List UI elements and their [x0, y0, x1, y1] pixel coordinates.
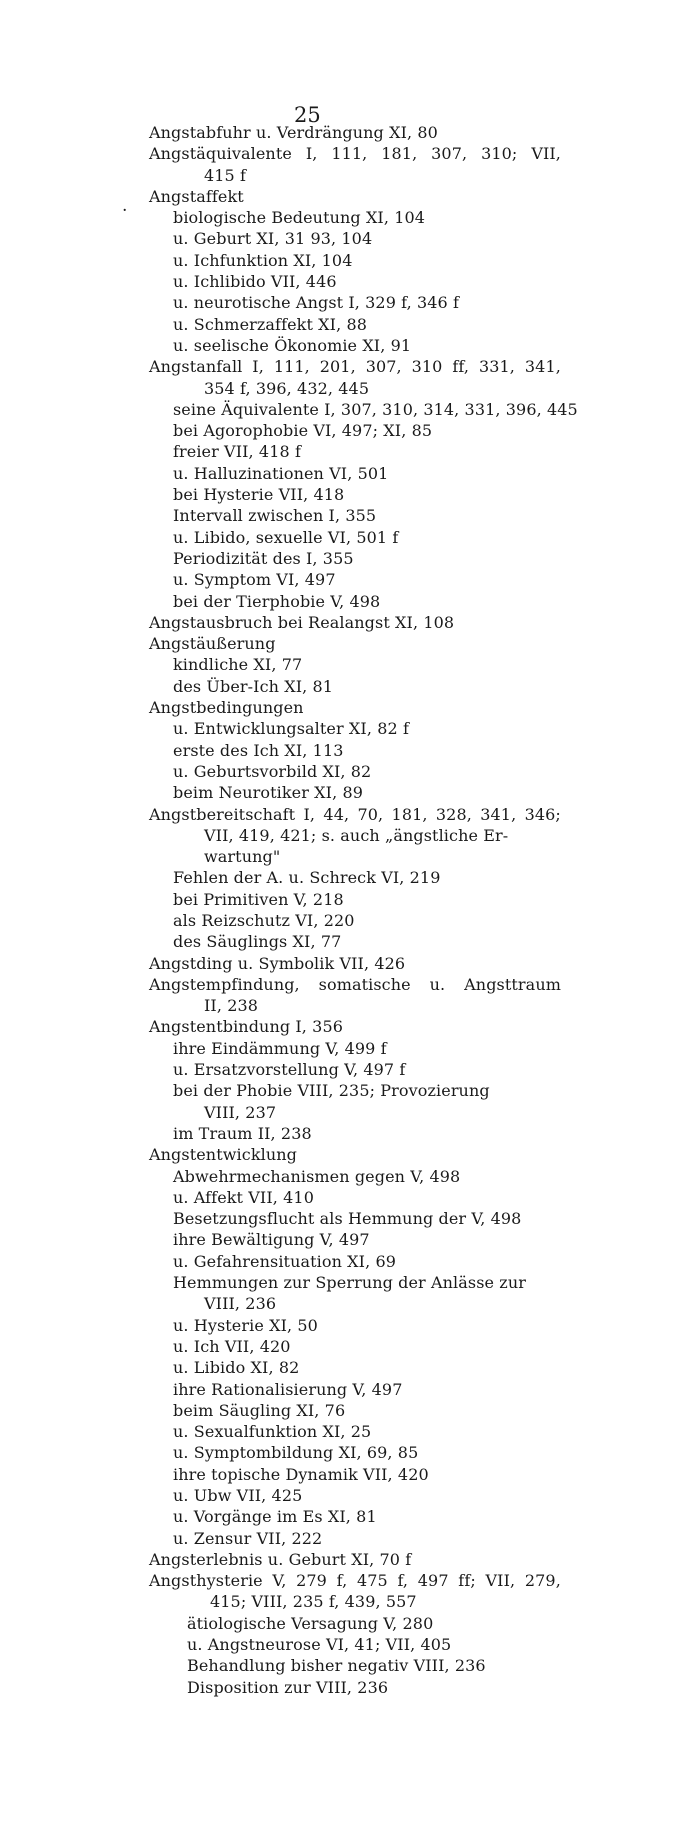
index-entry-word: 201,	[319, 357, 356, 377]
index-entry-line: Hemmungen zur Sperrung der Anlässe zur	[173, 1273, 526, 1293]
index-entry-line: u. Halluzinationen VI, 501	[173, 463, 389, 483]
index-entry-word: f,	[336, 1571, 348, 1591]
index-entry-line: u. Angstneurose VI, 41; VII, 405	[187, 1635, 452, 1655]
index-entry-line: VIII, 236	[204, 1294, 277, 1314]
index-entry-line: wartung"	[204, 847, 281, 867]
index-entry-word: 497	[417, 1571, 449, 1591]
index-entry-line: ihre Eindämmung V, 499 f	[173, 1038, 387, 1058]
index-entry-word: 279,	[524, 1571, 561, 1591]
index-entry-word: u.	[429, 974, 446, 994]
index-entry-word: I,	[305, 144, 318, 164]
index-entry-line: u. Gefahrensituation XI, 69	[173, 1251, 397, 1271]
index-entry-line	[0, 1570, 561, 1591]
index-entry-word: 111,	[273, 357, 310, 377]
index-entry-line: u. Schmerzaffekt XI, 88	[173, 314, 368, 334]
index-entry-line: 415 f	[204, 165, 247, 185]
index-entry-line: Fehlen der A. u. Schreck VI, 219	[173, 868, 441, 888]
index-entry-line: u. neurotische Angst I, 329 f, 346 f	[173, 293, 460, 313]
index-entry-word: ff;	[458, 1571, 476, 1591]
index-entry-line: u. Libido, sexuelle VI, 501 f	[173, 527, 399, 547]
index-entry-line: Abwehrmechanismen gegen V, 498	[173, 1166, 461, 1186]
index-entry-word: 181,	[391, 804, 428, 824]
index-entry-word: 328,	[435, 804, 472, 824]
index-entry-line: 415; VIII, 235 f, 439, 557	[210, 1592, 417, 1612]
index-entry-line: Angstäußerung	[149, 634, 276, 654]
index-entry-word: 279	[296, 1571, 327, 1591]
index-entry-word: Angstempfindung,	[149, 974, 300, 994]
index-entry-line: bei der Tierphobie V, 498	[173, 591, 381, 611]
index-entry-line: Angstabfuhr u. Verdrängung XI, 80	[149, 123, 438, 142]
index-entry-line: u. Libido XI, 82	[173, 1358, 300, 1378]
index-entry-word: Angsthysterie	[149, 1571, 263, 1591]
index-entry-line: u. Entwicklungsalter XI, 82 f	[173, 719, 409, 739]
index-entry-line: u. Ichlibido VII, 446	[173, 272, 337, 292]
index-entry-line: Angstentbindung I, 356	[149, 1017, 344, 1037]
index-entry-line: u. Symptombildung XI, 69, 85	[173, 1443, 419, 1463]
index-entry-line: u. Vorgänge im Es XI, 81	[173, 1507, 377, 1527]
index-entry-line: beim Neurotiker XI, 89	[173, 783, 364, 803]
index-entry-line: Angstentwicklung	[149, 1145, 297, 1165]
index-entry-line: ihre topische Dynamik VII, 420	[173, 1464, 429, 1484]
index-entry-line: im Traum II, 238	[173, 1123, 312, 1143]
index-entry-line	[0, 804, 561, 825]
index-entry-line: erste des Ich XI, 113	[173, 740, 344, 760]
index-entry-word: 341,	[524, 357, 561, 377]
index-entry-word: 331,	[478, 357, 515, 377]
index-entry-word: 111,	[331, 144, 368, 164]
index-entry-word: Angsttraum	[464, 974, 561, 994]
index-entry-line: bei Hysterie VII, 418	[173, 485, 345, 505]
index-entry-line: Angstbedingungen	[149, 698, 304, 718]
index-entry-line: Angstding u. Symbolik VII, 426	[149, 953, 406, 973]
page-number: 25	[294, 103, 321, 127]
index-entry-word: f,	[397, 1571, 409, 1591]
index-entry-line: Angstausbruch bei Realangst XI, 108	[149, 612, 455, 632]
margin-mark: .	[122, 196, 128, 216]
index-entry-line: beim Säugling XI, 76	[173, 1400, 346, 1420]
index-entry-line: II, 238	[204, 996, 259, 1016]
index-entry-word: 307,	[365, 357, 402, 377]
index-entry-word: I,	[252, 357, 264, 377]
index-entry-line: u. Affekt VII, 410	[173, 1187, 314, 1207]
index-entry-line: bei der Phobie VIII, 235; Provozierung	[173, 1081, 490, 1101]
index-list	[0, 122, 697, 1698]
index-entry-line: Besetzungsflucht als Hemmung der V, 498	[173, 1209, 522, 1229]
index-entry-line: ihre Bewältigung V, 497	[173, 1230, 370, 1250]
index-entry-word: somatische	[318, 974, 411, 994]
index-entry-line: Periodizität des I, 355	[173, 548, 354, 568]
index-entry-word: 44,	[323, 804, 350, 824]
index-entry-line	[0, 356, 561, 377]
index-entry-line: seine Äquivalente I, 307, 310, 314, 331, 396, 445	[173, 399, 578, 419]
index-entry-word: V,	[272, 1571, 287, 1591]
index-entry-line: bei Agorophobie VI, 497; XI, 85	[173, 421, 433, 441]
index-entry-word: I,	[303, 804, 316, 824]
index-entry-line: u. Sexualfunktion XI, 25	[173, 1422, 372, 1442]
index-entry-line: u. Symptom VI, 497	[173, 570, 336, 590]
index-entry-line: Behandlung bisher negativ VIII, 236	[187, 1656, 486, 1676]
index-entry-word: Angstbereitschaft	[149, 804, 296, 824]
index-entry-word: 346;	[524, 804, 561, 824]
index-entry-line: u. Ich VII, 420	[173, 1336, 291, 1356]
index-entry-word: 181,	[381, 144, 418, 164]
index-entry-word: Angstanfall	[149, 357, 243, 377]
index-entry-line: u. Geburt XI, 31 93, 104	[173, 229, 373, 249]
index-entry-word: 307,	[431, 144, 468, 164]
index-entry-line: freier VII, 418 f	[173, 442, 301, 462]
index-entry-line: biologische Bedeutung XI, 104	[173, 208, 426, 228]
index-entry-word: 475	[356, 1571, 388, 1591]
index-entry-line: VII, 419, 421; s. auch „ängstliche Er-	[204, 825, 509, 845]
index-entry-word: 310;	[481, 144, 518, 164]
index-entry-line: bei Primitiven V, 218	[173, 889, 344, 909]
index-entry-line: als Reizschutz VI, 220	[173, 910, 355, 930]
index-entry-word: VII,	[531, 144, 561, 164]
index-entry-line: Angsterlebnis u. Geburt XI, 70 f	[149, 1549, 412, 1569]
index-entry-line: u. Ersatzvorstellung V, 497 f	[173, 1060, 406, 1080]
index-entry-word: Angstäquivalente	[149, 144, 292, 164]
index-entry-line: ätiologische Versagung V, 280	[187, 1613, 434, 1633]
index-entry-line: VIII, 237	[204, 1102, 277, 1122]
index-entry-word: ff,	[452, 357, 470, 377]
index-entry-word: 70,	[357, 804, 384, 824]
index-entry-line	[0, 974, 561, 995]
index-entry-word: 341,	[480, 804, 517, 824]
index-entry-line: ihre Rationalisierung V, 497	[173, 1379, 403, 1399]
index-entry-line: des Säuglings XI, 77	[173, 932, 342, 952]
index-entry-line: 354 f, 396, 432, 445	[204, 378, 370, 398]
index-entry-line: u. Geburtsvorbild XI, 82	[173, 761, 372, 781]
index-entry-line: Disposition zur VIII, 236	[187, 1677, 389, 1697]
index-entry-line: u. Hysterie XI, 50	[173, 1315, 318, 1335]
index-entry-line: u. Ichfunktion XI, 104	[173, 250, 353, 270]
index-entry-line: u. seelische Ökonomie XI, 91	[173, 335, 412, 355]
index-entry-line: Angstaffekt	[149, 186, 244, 206]
index-entry-word: VII,	[485, 1571, 516, 1591]
index-entry-line: kindliche XI, 77	[173, 655, 303, 675]
index-entry-line: des Über-Ich XI, 81	[173, 676, 334, 696]
index-entry-word: 310	[411, 357, 443, 377]
index-entry-line: u. Ubw VII, 425	[173, 1486, 303, 1505]
index-entry-line: Intervall zwischen I, 355	[173, 506, 377, 526]
index-entry-line	[0, 143, 561, 164]
index-entry-line: u. Zensur VII, 222	[173, 1528, 323, 1548]
